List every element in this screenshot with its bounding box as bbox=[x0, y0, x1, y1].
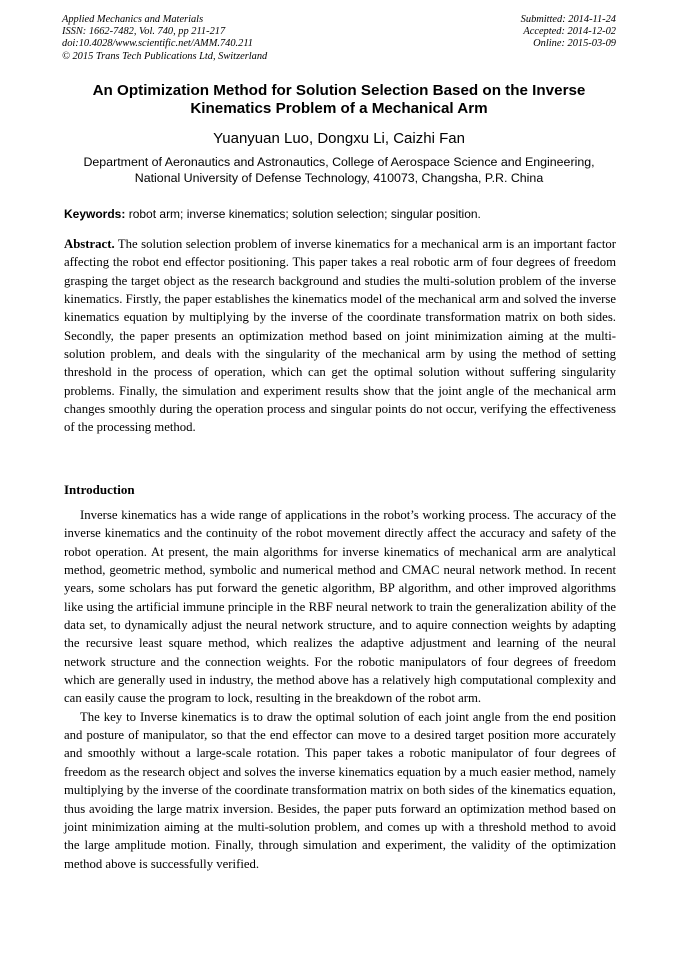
title-line-1: An Optimization Method for Solution Selection Based on the Inverse bbox=[92, 82, 586, 99]
section-heading-introduction: Introduction bbox=[64, 482, 135, 497]
author-list: Yuanyuan Luo, Dongxu Li, Caizhi Fan bbox=[213, 130, 465, 147]
keywords-text: robot arm; inverse kinematics; solution selection; singular position. bbox=[128, 207, 481, 221]
accepted-date: Accepted: 2014-12-02 bbox=[523, 26, 616, 38]
abstract-text: The solution selection problem of inverse kinematics for a mechanical arm is an important factor affecting the robot end effector positioning. This paper takes a real robotic arm of four degrees of freedom grasping the target object as the research background and studies the multi-solution problem of the inverse kinematics. Firstly, the paper establishes the kinematics model of the mechanical arm and solved the inverse kinematics equation by multiplying by the inverse of the coordinate transformation matrix on both sides. Secondly, the paper presents an optimization method based on joint minimization aiming at the multi-solution problem, and deals with the singularity of the mechanical arm by using the method of setting threshold in the process of operation, which can get the optimal solution without suffering singularity problems. Finally, the simulation and experiment results show that the joint angle of the mechanical arm changes smoothly during the operation process and singular points do not occur, verifying the effectiveness of the processing method. bbox=[64, 237, 616, 435]
publication-info bbox=[62, 14, 267, 63]
publication-dates bbox=[521, 14, 616, 51]
online-date: Online: 2015-03-09 bbox=[533, 38, 616, 50]
issn-info: ISSN: 1662-7482, Vol. 740, pp 211-217 bbox=[62, 26, 226, 38]
affiliation-line-1: Department of Aeronautics and Astronautics, College of Aerospace Science and Engineering, bbox=[83, 155, 595, 169]
keywords bbox=[64, 207, 616, 222]
journal-name: Applied Mechanics and Materials bbox=[62, 14, 204, 25]
doi-link[interactable]: doi:10.4028/www.scientific.net/AMM.740.211 bbox=[62, 38, 253, 50]
affiliation bbox=[62, 155, 616, 186]
abstract-label: Abstract. bbox=[64, 237, 115, 251]
keywords-label: Keywords: bbox=[64, 207, 126, 221]
intro-paragraph-2: The key to Inverse kinematics is to draw the optimal solution of each joint angle from the end position and posture of manipulator, so that the end effector can move to a desired target position more accurately and smoothly without a large-scale rotation. This paper takes a robotic manipulator of four degrees of freedom as the research object and solves the inverse kinematics equation by a much easier method, namely multiplying by the inverse of the coordinate transformation matrix on both sides of the kinematics equation, thus avoiding the large matrix inversion. Besides, the paper puts forward an optimization method based on joint minimization aiming at the multi-solution problem, and comes up with a threshold method to avoid the large amplitude motion. Finally, through simulation and experiment, the validity of the optimization method above is successfully verified. bbox=[64, 709, 616, 871]
abstract bbox=[64, 235, 616, 437]
intro-paragraph-1: Inverse kinematics has a wide range of applications in the robot’s working process. The accuracy of the inverse kinematics and the continuity of the robot movement directly affect the accuracy and safety of the robot operation. At present, the main algorithms for inverse kinematics of mechanical arm are analytical method, geometric method, symbolic and numerical method and CMAC neural network method. In recent years, some scholars has put forward the genetic algorithm, BP algorithm, and other improved algorithms like using the artificial immune principle in the RBF neural network to train the generalization ability of the data set, to dynamically adjust the neural network structure, and to aquire connection weights by adapting the recursive least square method, which realizes the adaptive adjustment and learning of the neural network structure and the connection weights. For the robotic manipulators of four degrees of freedom which are generally used in industry, the method above has a relatively high computational complexity and can easily cause the program to lock, resulting in the breakdown of the robot arm. bbox=[64, 508, 616, 706]
affiliation-line-2: National University of Defense Technology, 410073, Changsha, P.R. China bbox=[134, 170, 544, 185]
title-line-2: Kinematics Problem of a Mechanical Arm bbox=[190, 100, 488, 117]
submitted-date: Submitted: 2014-11-24 bbox=[520, 14, 616, 25]
paper-title bbox=[62, 82, 616, 118]
introduction-body bbox=[64, 506, 616, 873]
copyright-notice: © 2015 Trans Tech Publications Ltd, Switzerland bbox=[62, 50, 268, 62]
